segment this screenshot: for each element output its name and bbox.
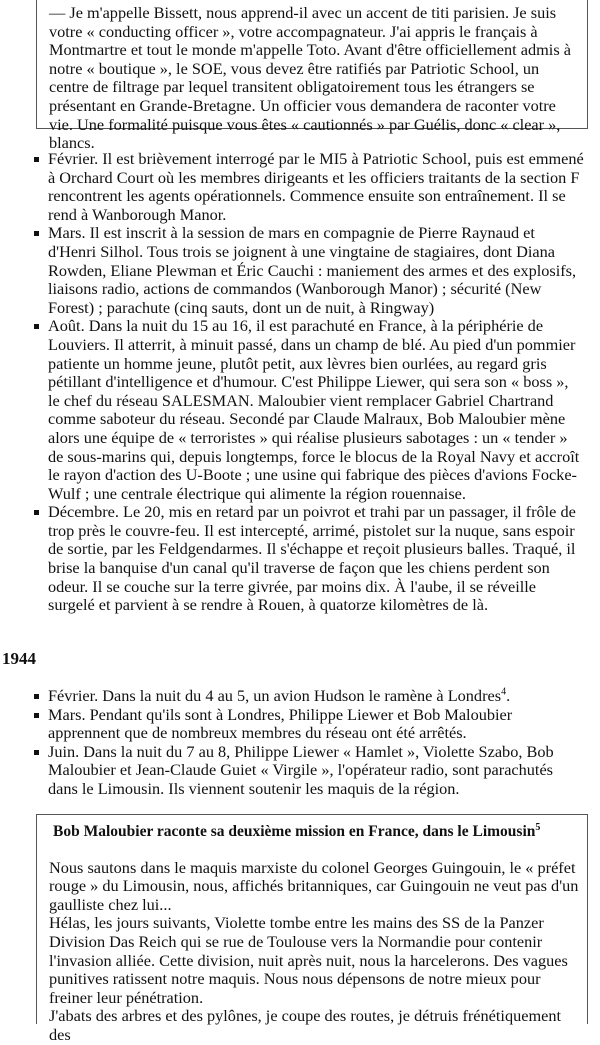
bullet-icon: [34, 694, 39, 699]
bullet-icon: [34, 157, 39, 162]
list-item: Mars. Pendant qu'ils sont à Londres, Philippe Liewer et Bob Maloubier apprennent que de nombreux membres du réseau ont été arrêtés.: [32, 706, 584, 743]
quote-paragraph: J'abats des arbres et des pylônes, je coupe des routes, je détruis frénétiquement des: [49, 1006, 562, 1044]
bullet-icon: [34, 750, 39, 755]
list-item: Juin. Dans la nuit du 7 au 8, Philippe Liewer « Hamlet », Violette Szabo, Bob Maloubier et Jean-Claude Guiet « Virgile », l'opérateur radio, sont parachutés dans le Limousin. Ils viennent soutenir les maquis de la région.: [32, 743, 584, 799]
quote-box-limousin: [36, 814, 588, 1044]
footnote-ref[interactable]: 5: [535, 821, 541, 833]
list-item: Février. Dans la nuit du 4 au 5, un avion Hudson le ramène à Londres$^4$.: [32, 687, 584, 706]
quote-paragraph: Nous sautons dans le maquis marxiste du colonel Georges Guingouin, le « préfet rouge » du Limousin, nous, affichés britanniques, car Guingouin ne veut pas d'un gaulliste chez lui...: [49, 857, 579, 914]
list-item: Décembre. Le 20, mis en retard par un poivrot et trahi par un passager, il frôle de trop près le couvre-feu. Il est intercepté, arrimé, pistolet sur la nuque, sans espoir de sortie, par les Feldgendarmes. Il s'échappe et reçoit plusieurs balles. Traqué, il brise la banquise d'un canal qu'il traverse de façon que les chiens perdent son odeur. Il se couche sur la terre givrée, par moins dix. À l'aube, il se réveille surgelé et parvient à se rendre à Rouen, à quatorze kilomètres de là.: [32, 503, 584, 615]
quote-title: Bob Maloubier raconte sa deuxième mission en France, dans le Limousin$^5$: [53, 821, 541, 840]
year-heading: 1944: [2, 649, 36, 668]
bullet-icon: [34, 713, 39, 718]
bullet-icon: [34, 324, 39, 329]
list-item: Mars. Il est inscrit à la session de mars en compagnie de Pierre Raynaud et d'Henri Silhol. Tous trois se joignent à une vingtaine de stagiaires, dont Diana Rowden, Eliane Plewman et Éric Cauchi : maniement des armes et des explosifs, liaisons radio, actions de commandos (Wanborough Manor) ; sécurité (New Forest) ; parachute (cinq sauts, dont un de nuit, à Ringway): [32, 224, 584, 317]
quote-paragraph: Hélas, les jours suivants, Violette tombe entre les mains des SS de la Panzer Division Das Reich qui se rue de Toulouse vers la Normandie pour contenir l'invasion alliée. Cette division, nuit après nuit, nous la harcelerons. Des vagues punitives ratissent notre maquis. Nous nous dépensons de notre mieux pour freiner leur pénétration.: [49, 913, 568, 1007]
quote-text: — Je m'appelle Bissett, nous apprend-il avec un accent de titi parisien. Je suis votre « conducting officer », votre accompagnateur. J'ai appris le français à Montmartre et tout le monde m'appelle Toto. Avant d'être officiellement admis à notre « boutique », le SOE, vous devez être ratifiés par Patriotic School, un centre de filtrage par lequel transitent obligatoirement tous les étrangers se présentant en Grande-Bretagne. Un officier vous demandera de raconter votre vie. Une formalité puisque vous êtes « cautionnés » par Guélis, donc « clear », blancs.: [49, 3, 571, 153]
footnote-ref[interactable]: 4: [501, 686, 507, 698]
bullet-icon: [34, 231, 39, 236]
event-list-1943: [32, 150, 584, 615]
list-item: Février. Il est brièvement interrogé par le MI5 à Patriotic School, puis est emmené à Orchard Court où les membres dirigeants et les officiers traitants de la section F rencontrent les agents opérationnels. Commence ensuite son entraînement. Il se rend à Wanborough Manor.: [32, 150, 584, 224]
quote-box-toto: [36, 0, 588, 153]
event-list-1944: [32, 687, 584, 799]
list-item: Août. Dans la nuit du 15 au 16, il est parachuté en France, à la périphérie de Louviers. Il atterrit, à minuit passé, dans un champ de blé. Au pied d'un pommier patiente un homme jeune, plutôt petit, aux lèvres bien ourlées, au regard gris pétillant d'intelligence et d'humour. C'est Philippe Liewer, qui sera son « boss », le chef du réseau SALESMAN. Maloubier vient remplacer Gabriel Chartrand comme saboteur du réseau. Secondé par Claude Malraux, Bob Maloubier mène alors une équipe de « terroristes » qui réalise plusieurs sabotages : un « tender » de sous-marins qui, depuis longtemps, force le blocus de la Royal Navy et accroît le rayon d'action des U-Boote ; une usine qui fabrique des pièces d'avions Focke-Wulf ; une centrale électrique qui alimente la région rouennaise.: [32, 317, 584, 503]
bullet-icon: [34, 510, 39, 515]
